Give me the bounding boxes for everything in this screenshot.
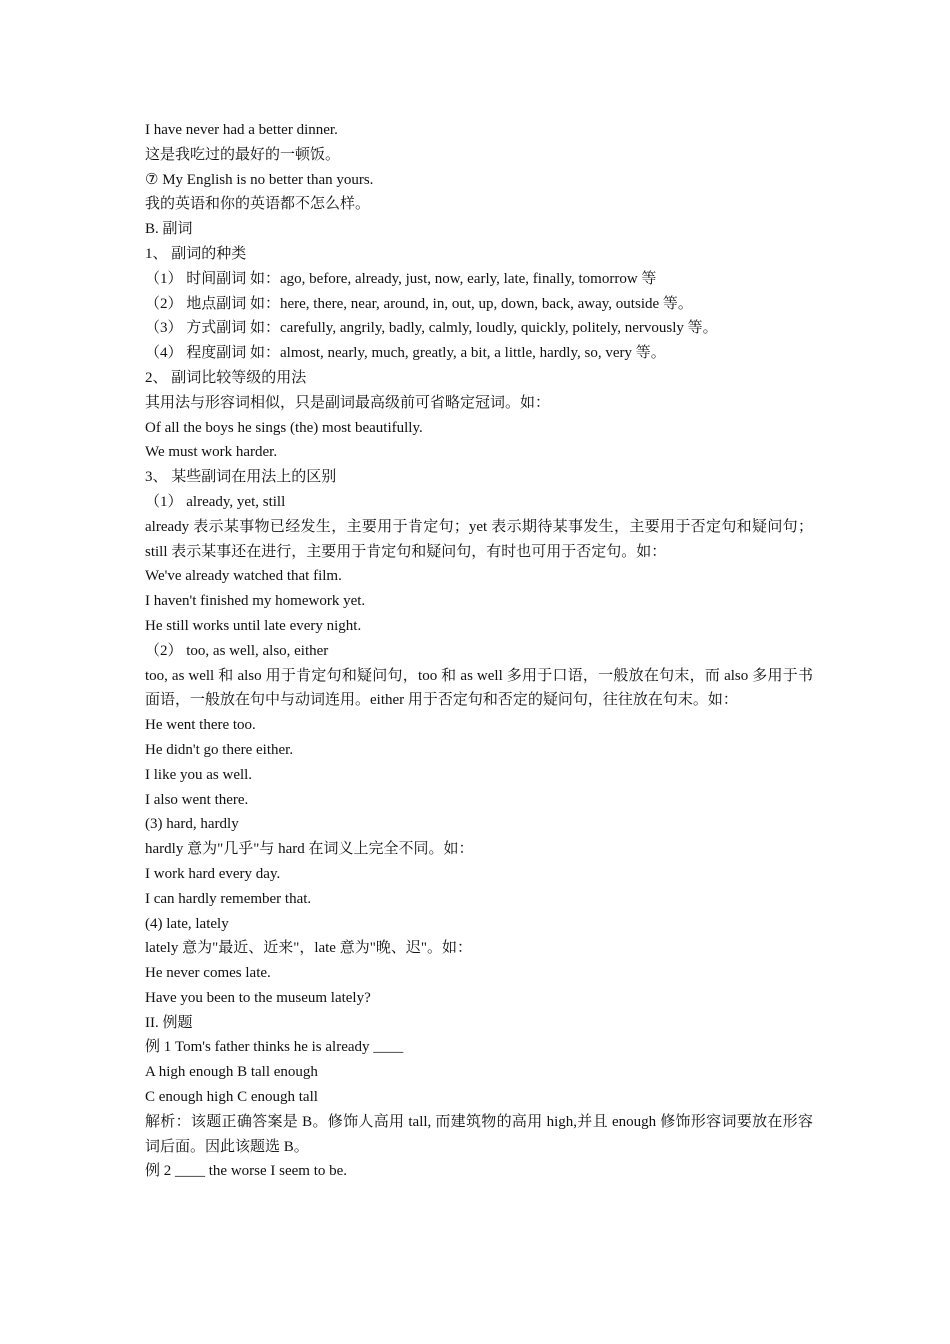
list-item-degree-adverbs: （4） 程度副词 如：almost, nearly, much, greatly, a bit, a little, hardly, so, very 等。 — [145, 345, 666, 362]
subheading-usage-differences: 3、 某些副词在用法上的区别 — [145, 469, 337, 486]
list-item-place-adverbs: （2） 地点副词 如：here, there, near, around, in, out, up, down, back, away, outside 等。 — [145, 295, 693, 312]
subheading-adverb-types: 1、 副词的种类 — [145, 245, 247, 262]
example-sentence: I work hard every day. — [145, 865, 281, 882]
example-sentence: We must work harder. — [145, 444, 278, 461]
example-sentence: We've already watched that film. — [145, 568, 342, 585]
paragraph-already-yet-still: already 表示某事物已经发生，主要用于肯定句；yet 表示期待某事发生，主要用于否定句和疑问句；still 表示某事还在进行，主要用于肯定句和疑问句，有时也可用于否定句。如： — [145, 518, 813, 560]
usage-item-late-lately: (4) late, lately — [145, 915, 229, 932]
list-item-time-adverbs: （1） 时间副词 如：ago, before, already, just, now, early, late, finally, tomorrow 等 — [145, 270, 657, 287]
line-example-7: ⑦ My English is no better than yours. — [145, 171, 374, 188]
example-sentence: I can hardly remember that. — [145, 890, 312, 907]
section-heading-adverbs: B. 副词 — [145, 221, 193, 238]
list-item-manner-adverbs: （3） 方式副词 如：carefully, angrily, badly, calmly, loudly, quickly, politely, nervously 等。 — [145, 320, 718, 337]
example-sentence: He still works until late every night. — [145, 617, 362, 634]
example-sentence: Have you been to the museum lately? — [145, 989, 371, 1006]
question-2: 例 2 ____ the worse I seem to be. — [145, 1163, 348, 1180]
example-sentence: Of all the boys he sings (the) most beautifully. — [145, 419, 423, 436]
paragraph-too-also-either: too, as well 和 also 用于肯定句和疑问句，too 和 as well 多用于口语，一般放在句末，而 also 多用于书面语，一般放在句中与动词连用。either 用于否定句和否定的疑问句，往往放在句末。如： — [145, 667, 813, 709]
question-1-options-ab: A high enough B tall enough — [145, 1064, 318, 1081]
usage-item-already-yet-still: （1） already, yet, still — [145, 493, 286, 510]
example-sentence: He went there too. — [145, 717, 256, 734]
answer-explanation-1: 解析：该题正确答案是 B。修饰人高用 tall, 而建筑物的高用 high,并且 enough 修饰形容词要放在形容词后面。因此该题选 B。 — [145, 1113, 813, 1155]
line-example-7-cn: 我的英语和你的英语都不怎么样。 — [145, 196, 371, 213]
example-sentence: I also went there. — [145, 791, 249, 808]
example-sentence: I haven't finished my homework yet. — [145, 593, 366, 610]
example-sentence: He never comes late. — [145, 965, 271, 982]
section-heading-examples: II. 例题 — [145, 1014, 193, 1031]
usage-item-too-also-either: （2） too, as well, also, either — [145, 642, 329, 659]
document-page — [145, 118, 813, 1184]
example-sentence: I like you as well. — [145, 766, 253, 783]
line-better-dinner: I have never had a better dinner. — [145, 122, 338, 138]
comparison-explanation: 其用法与形容词相似，只是副词最高级前可省略定冠词。如： — [145, 394, 551, 411]
question-1: 例 1 Tom's father thinks he is already ____ — [145, 1039, 404, 1056]
question-1-options-cd: C enough high C enough tall — [145, 1089, 318, 1106]
usage-item-hard-hardly: (3) hard, hardly — [145, 816, 239, 833]
line-better-dinner-cn: 这是我吃过的最好的一顿饭。 — [145, 146, 341, 163]
explanation-lately: lately 意为"最近、近来"，late 意为"晚、迟"。如： — [145, 940, 472, 957]
example-sentence: He didn't go there either. — [145, 741, 294, 758]
subheading-comparison: 2、 副词比较等级的用法 — [145, 369, 307, 386]
explanation-hardly: hardly 意为"几乎"与 hard 在词义上完全不同。如： — [145, 841, 474, 858]
